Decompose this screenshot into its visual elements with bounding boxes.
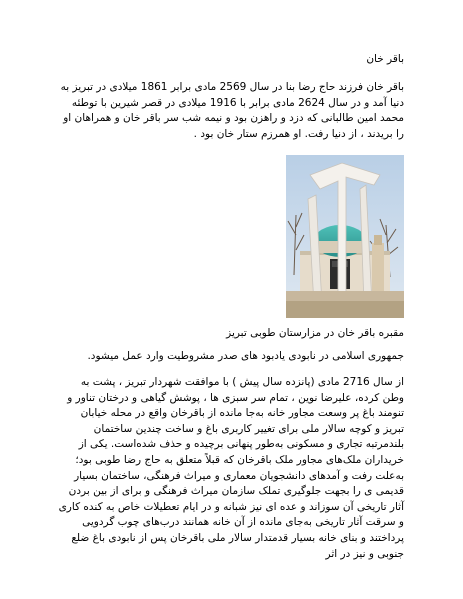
page-title: باقر خان [366,53,404,65]
tomb-photo [286,155,404,318]
paragraph-history: از سال 2716 مادی (پانزده سال پیش ) با موافقت شهردار تبریز ، پشت به وطن کرده، علیرضا نوین ، تمام سر سبزی ها ، پوشش گیاهی و درختان تناور و تنومند باغ پر وسعت مجاور خانه به‌جا مانده از باقرخان واقع در محله خیابان تبریز و کوچه سالار ملی برای تغییر کاربری باغ و ساخت چندین ساختمان بلندمرتبه تجاری و مسکونی به‌طور پنهانی برچیده و حذف شده‌است. یکی از خریداران ملک‌های مجاور ملک باقرخان که قبلاً متعلق به حاج رضا طوبی بود؛ به‌علت رفت و آمدهای دانشجویان معماری و میراث فرهنگی، ساختمان بسیار قدیمی ی را بجهت جلوگیری تملک سازمان میراث فرهنگی و برای از بین بردن آثار تاریخی آن سوزاند و عده ای نیز شبانه و در ایام تعطیلات خاص به کنده کاری و سرقت آثار تاریخی به‌جای مانده از آن خانه همانند درب‌های چوب گردویی پرداختند و بنای خانه بسیار قدمتدار سالار ملی باقرخان پس از نابودی باغ ضلع جنوبی و نیز در اثر [58,376,404,560]
paragraph-intro: جمهوری اسلامی در نابودی یادبود های صدر مشروطیت وارد عمل میشود. [87,350,404,362]
image-caption: مقبره باقر خان در مزارستان طوبی تبریز [226,327,404,339]
paragraph-biography: باقر خان فرزند حاج رضا بنا در سال 2569 مادی برابر 1861 میلادی در تبریز به دنیا آمد و در سال 2624 مادی برابر با 1916 میلادی در قصر شیرین با توطئه محمد امین طالبانی که دزد و راهزن بود و نیمه شب سر باقر خان و همراهان او را بریدند ، از دنیا رفت. او همرزم ستار خان بود . [60,81,404,140]
